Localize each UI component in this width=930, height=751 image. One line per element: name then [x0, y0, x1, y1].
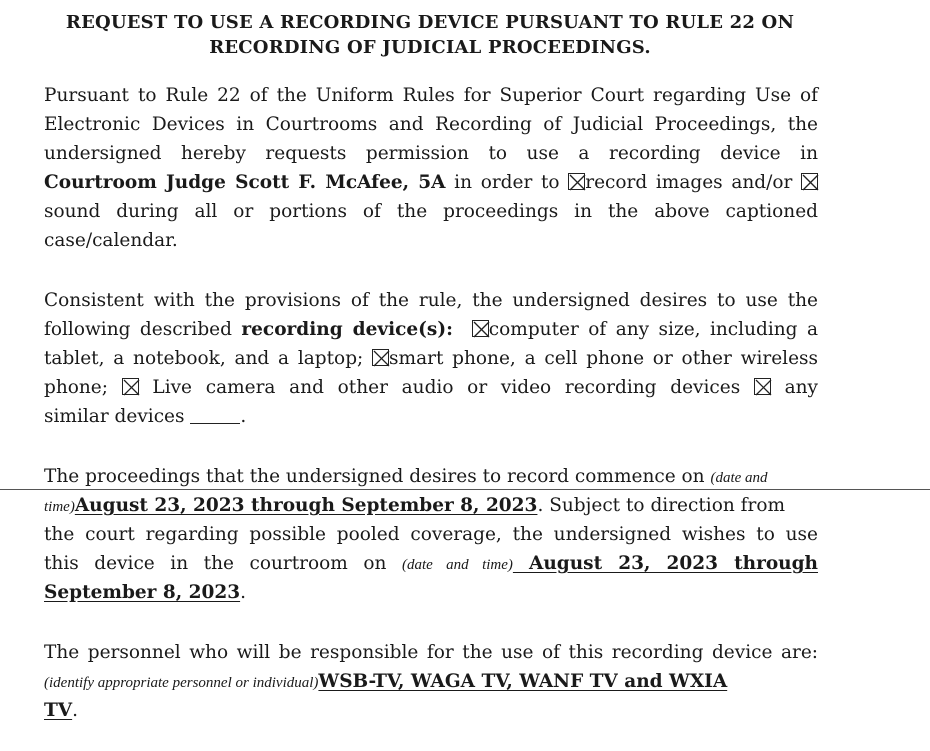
title-line-2: RECORDING OF JUDICIAL PROCEEDINGS. — [209, 37, 651, 58]
similar-devices-checkbox[interactable] — [754, 378, 771, 395]
checkbox-x-icon — [123, 379, 140, 396]
para2-line2 — [44, 315, 818, 344]
checkbox-x-icon — [755, 379, 772, 396]
horizontal-divider — [0, 489, 930, 490]
para2-line5-pre: similar devices — [44, 406, 191, 427]
use-date-value-part1: August 23, 2023 through — [512, 553, 819, 574]
live-camera-checkbox[interactable] — [122, 378, 139, 395]
live-camera-label: Live camera and other audio or video recording devices — [138, 377, 754, 398]
para3-line4 — [44, 549, 818, 578]
para2-line4 — [44, 373, 818, 402]
courtroom-name: Courtroom Judge Scott F. McAfee, 5A — [44, 172, 446, 193]
para1-line2: Electronic Devices in Courtrooms and Recording of Judicial Proceedings, the — [44, 114, 818, 135]
time-label: time) — [44, 499, 75, 515]
checkbox-x-icon — [373, 350, 390, 367]
para3-line1 — [44, 462, 818, 491]
para1-line5: sound during all or portions of the proceedings in the above captioned — [44, 201, 818, 222]
para1-line1: Pursuant to Rule 22 of the Uniform Rules for Superior Court regarding Use of — [44, 85, 818, 106]
para3-line1-pre: The proceedings that the undersigned desires to record commence on — [44, 466, 711, 487]
para3-line2-post: . Subject to direction from — [537, 495, 786, 516]
para3-line2 — [44, 491, 818, 520]
para2-line2-pre: following described — [44, 319, 242, 340]
personnel-value-part2: TV — [44, 700, 73, 721]
para4-line1: The personnel who will be responsible for the use of this recording device are: — [44, 642, 818, 663]
form-title — [40, 10, 820, 60]
para2-line1: Consistent with the provisions of the rule, the undersigned desires to use the — [44, 290, 818, 311]
para4-line3 — [44, 696, 818, 725]
para3-line3: the court regarding possible pooled coverage, the undersigned wishes to use — [44, 524, 818, 545]
title-line-1: REQUEST TO USE A RECORDING DEVICE PURSUANT TO RULE 22 ON — [65, 12, 795, 33]
para3-line4-pre: this device in the courtroom on — [44, 553, 402, 574]
record-images-checkbox[interactable] — [568, 173, 585, 190]
para3-line5 — [44, 578, 818, 607]
identify-personnel-label: (identify appropriate personnel or individual) — [44, 675, 319, 691]
para2-line3-pre: tablet, a notebook, and a laptop; — [44, 348, 373, 369]
para1-line6: case/calendar. — [44, 230, 178, 251]
checkbox-x-icon — [569, 174, 586, 191]
para2-line5-post: . — [240, 406, 247, 427]
para2-line5 — [44, 402, 818, 431]
record-images-label: record images and/or — [585, 172, 801, 193]
similar-devices-blank-field[interactable] — [190, 405, 240, 424]
personnel-value-part1: WSB-TV, WAGA TV, WANF TV and WXIA — [318, 671, 728, 692]
computer-label: computer of any size, including a — [488, 319, 818, 340]
para1-line4-mid: in order to — [445, 172, 569, 193]
checkbox-x-icon — [473, 321, 490, 338]
record-sound-checkbox[interactable] — [801, 173, 818, 190]
checkbox-x-icon — [802, 174, 819, 191]
para2-line3 — [44, 344, 818, 373]
recording-device-label: recording device(s): — [241, 319, 453, 340]
para1-line4 — [44, 168, 818, 197]
any-label: any — [770, 377, 819, 398]
smartphone-checkbox[interactable] — [372, 349, 389, 366]
commence-date-value: August 23, 2023 through September 8, 2023 — [74, 495, 538, 516]
date-and-time-label: (date and time) — [401, 557, 513, 573]
computer-checkbox[interactable] — [472, 320, 489, 337]
para1-line3: undersigned hereby requests permission to use a recording device in — [44, 143, 818, 164]
para4-line2 — [44, 667, 818, 696]
date-and-label: (date and — [710, 470, 768, 486]
smartphone-label: smart phone, a cell phone or other wireless — [389, 348, 819, 369]
use-date-value-part2: September 8, 2023 — [44, 582, 241, 603]
para2-line4-pre: phone; — [44, 377, 122, 398]
para3-line5-post: . — [240, 582, 246, 603]
para4-line3-post: . — [72, 700, 79, 721]
